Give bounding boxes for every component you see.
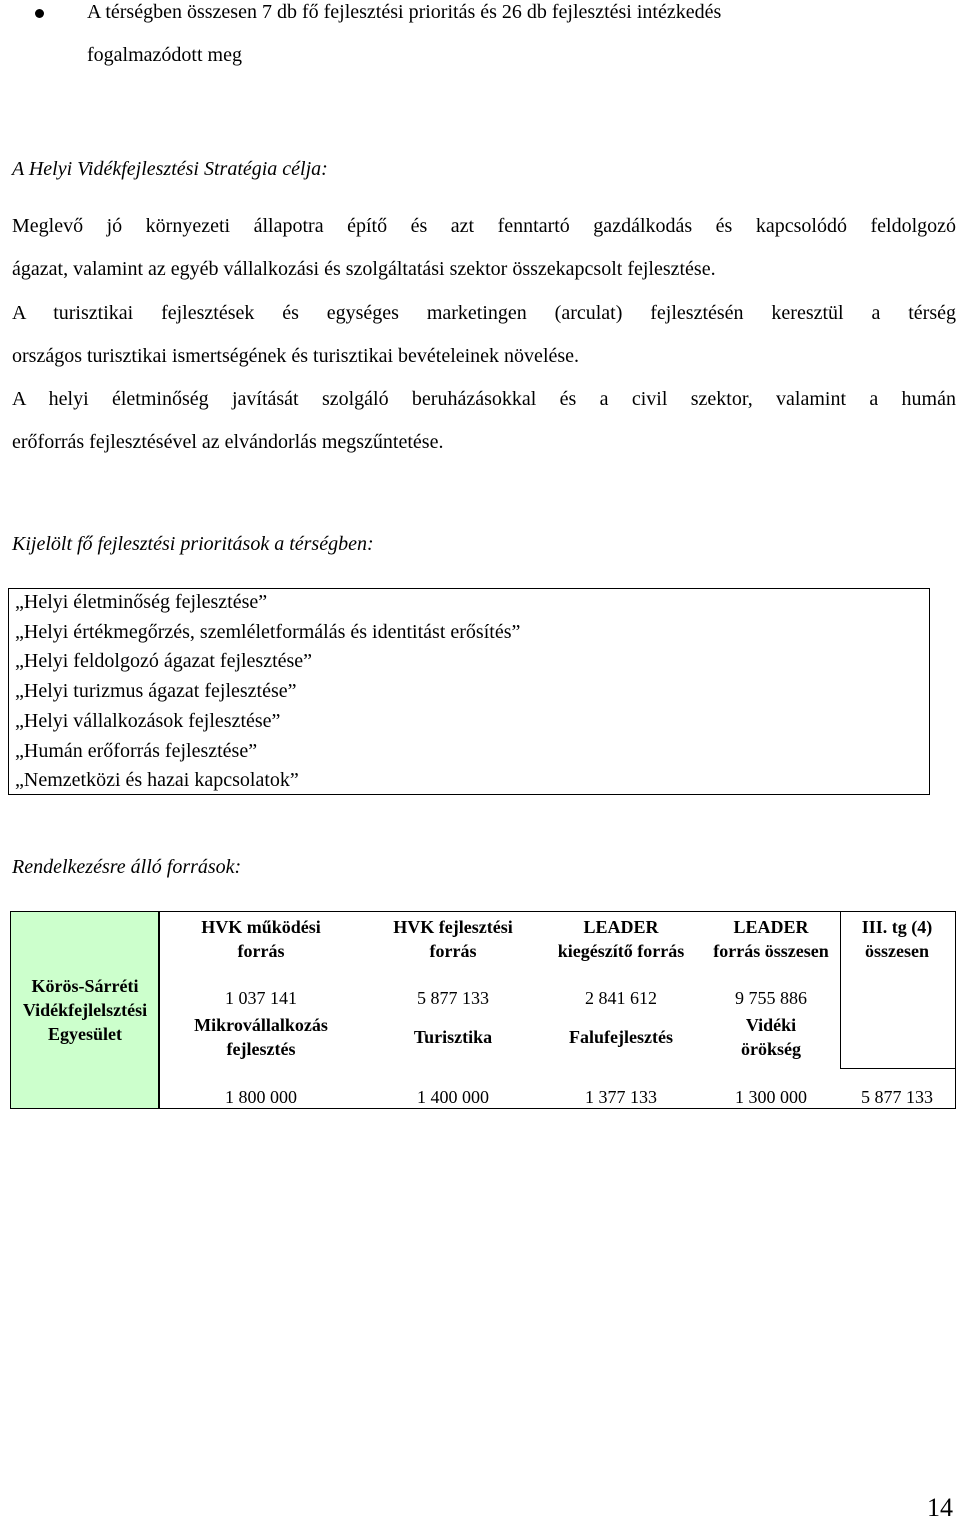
value-cell: 1 300 000: [735, 1087, 807, 1107]
value-cell: 1 800 000: [225, 1087, 297, 1107]
value-cell: 9 755 886: [735, 988, 807, 1008]
intro-line-2: fogalmazódott meg: [87, 44, 242, 66]
funding-table: [10, 911, 956, 1109]
strategy-para3-line1: A helyi életminőség javítását szolgáló beruházásokkal és a civil szektor, valamint a humán: [12, 388, 956, 410]
priority-item: „Helyi turizmus ágazat fejlesztése”: [15, 680, 297, 702]
category-village-development: Falufejlesztés: [569, 1027, 673, 1047]
strategy-heading: A Helyi Vidékfejlesztési Stratégia célja:: [12, 158, 328, 180]
funding-heading: Rendelkezésre álló források:: [12, 856, 242, 878]
strategy-para2-line1: A turisztikai fejlesztések és egységes marketingen (arculat) fejlesztésén keresztül a térség: [12, 302, 956, 324]
value-cell: 1 037 141: [225, 988, 297, 1008]
header-hvk-development: HVK fejlesztési forrás: [393, 917, 513, 961]
value-cell: 1 400 000: [417, 1087, 489, 1107]
priority-item: „Nemzetközi és hazai kapcsolatok”: [15, 769, 299, 791]
page-number: 14: [927, 1493, 953, 1522]
priority-item: „Humán erőforrás fejlesztése”: [15, 740, 258, 762]
strategy-para1-line2: ágazat, valamint az egyéb vállalkozási és szolgáltatási szektor összekapcsolt fejlesztése.: [12, 258, 716, 280]
header-leader-total: LEADER forrás összesen: [713, 917, 829, 961]
bullet-icon: [35, 9, 44, 18]
header-leader-supplementary: LEADER kiegészítő forrás: [557, 917, 685, 961]
header-hvk-operating: HVK működési forrás: [201, 917, 321, 961]
value-cell: 5 877 133: [861, 1087, 933, 1107]
category-micro-enterprise: Mikrovállalkozás fejlesztés: [194, 1015, 328, 1059]
priority-item: „Helyi feldolgozó ágazat fejlesztése”: [15, 650, 313, 672]
strategy-para1-line1: Meglevő jó környezeti állapotra építő és azt fenntartó gazdálkodás és kapcsolódó feldolgozó: [12, 215, 956, 237]
organization-name: Körös-Sárréti Vidékfejlelsztési Egyesület: [22, 976, 148, 1044]
priority-item: „Helyi vállalkozások fejlesztése”: [15, 710, 281, 732]
priority-item: „Helyi értékmegőrzés, szemléletformálás és identitást erősítés”: [15, 621, 521, 643]
intro-line-1: A térségben összesen 7 db fő fejlesztési prioritás és 26 db fejlesztési intézkedés: [87, 1, 722, 23]
value-cell: 5 877 133: [417, 988, 489, 1008]
category-tourism: Turisztika: [413, 1027, 493, 1047]
strategy-para3-line2: erőforrás fejlesztésével az elvándorlás megszűntetése.: [12, 431, 444, 453]
value-cell: 1 377 133: [585, 1087, 657, 1107]
priorities-heading: Kijelölt fő fejlesztési prioritások a térségben:: [12, 533, 374, 555]
header-iii-tg-total: III. tg (4) összesen: [861, 917, 933, 961]
priorities-box: [8, 588, 930, 795]
priority-item: „Helyi életminőség fejlesztése”: [15, 591, 268, 613]
value-cell: 2 841 612: [585, 988, 657, 1008]
category-rural-heritage: Vidéki örökség: [741, 1015, 801, 1059]
strategy-para2-line2: országos turisztikai ismertségének és turisztikai bevételeinek növelése.: [12, 345, 580, 367]
